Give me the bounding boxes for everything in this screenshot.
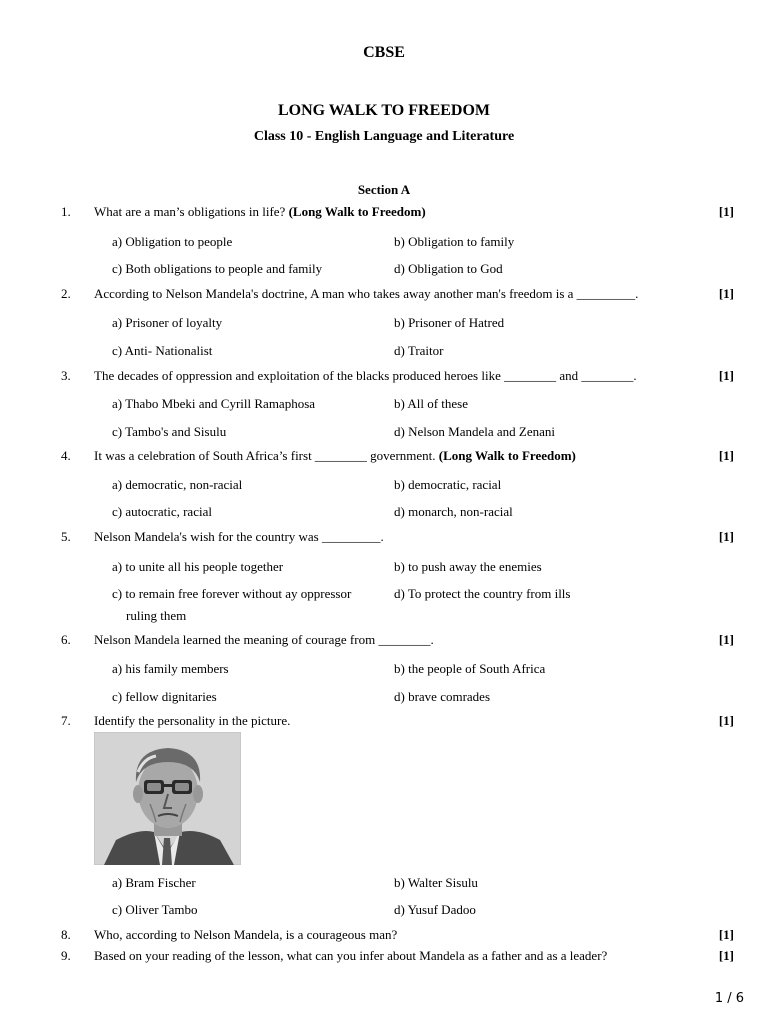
question-text: Identify the personality in the picture. bbox=[94, 713, 291, 728]
board-name: CBSE bbox=[363, 44, 405, 61]
option-a: a) Thabo Mbeki and Cyrill Ramaphosa bbox=[112, 396, 316, 411]
option-a: a) Obligation to people bbox=[112, 234, 233, 249]
option-a: a) democratic, non-racial bbox=[112, 477, 243, 492]
question-number: 7. bbox=[61, 713, 71, 728]
question-marks: [1] bbox=[718, 286, 734, 301]
page-subtitle: Class 10 - English Language and Literature bbox=[253, 129, 515, 144]
question-number: 8. bbox=[61, 927, 71, 942]
option-a: a) to unite all his people together bbox=[112, 559, 284, 574]
option-b: b) to push away the enemies bbox=[394, 559, 542, 574]
option-d: d) Yusuf Dadoo bbox=[394, 902, 476, 917]
question-marks: [1] bbox=[718, 632, 734, 647]
option-d: d) Traitor bbox=[394, 343, 444, 358]
option-b: b) All of these bbox=[394, 396, 469, 411]
question-marks: [1] bbox=[718, 713, 734, 728]
question-source: (Long Walk to Freedom) bbox=[288, 204, 426, 219]
option-c: c) fellow dignitaries bbox=[112, 689, 217, 704]
page-number: 1 / 6 bbox=[714, 991, 744, 1006]
option-a: a) Prisoner of loyalty bbox=[112, 315, 223, 330]
question-number: 5. bbox=[61, 529, 71, 544]
option-c: c) Tambo's and Sisulu bbox=[112, 424, 227, 439]
question-number: 3. bbox=[61, 368, 71, 383]
question-text: What are a man’s obligations in life? (Long Walk to Freedom) bbox=[94, 204, 426, 219]
option-c-continuation: ruling them bbox=[126, 608, 187, 623]
option-c: c) autocratic, racial bbox=[112, 504, 212, 519]
question-marks: [1] bbox=[718, 529, 734, 544]
portrait-photo bbox=[94, 732, 241, 865]
question-text: Based on your reading of the lesson, what can you infer about Mandela as a father and as a leader? bbox=[94, 948, 608, 963]
question-number: 9. bbox=[61, 948, 71, 963]
option-d: d) monarch, non-racial bbox=[394, 504, 513, 519]
option-b: b) democratic, racial bbox=[394, 477, 502, 492]
question-text: The decades of oppression and exploitation of the blacks produced heroes like ________ and ________. bbox=[94, 368, 637, 383]
question-source: (Long Walk to Freedom) bbox=[438, 448, 576, 463]
option-b: b) Prisoner of Hatred bbox=[394, 315, 505, 330]
option-b: b) Walter Sisulu bbox=[394, 875, 478, 890]
question-marks: [1] bbox=[718, 448, 734, 463]
page-title: LONG WALK TO FREEDOM bbox=[277, 102, 491, 119]
option-d: d) Nelson Mandela and Zenani bbox=[394, 424, 556, 439]
question-marks: [1] bbox=[718, 368, 734, 383]
option-a: a) Bram Fischer bbox=[112, 875, 196, 890]
question-text: According to Nelson Mandela's doctrine, A man who takes away another man's freedom is a _________. bbox=[94, 286, 639, 301]
question-number: 6. bbox=[61, 632, 71, 647]
question-number: 2. bbox=[61, 286, 71, 301]
question-marks: [1] bbox=[718, 927, 734, 942]
option-b: b) Obligation to family bbox=[394, 234, 515, 249]
option-d: d) To protect the country from ills bbox=[394, 586, 571, 601]
question-text: Nelson Mandela's wish for the country was _________. bbox=[94, 529, 384, 544]
option-c: c) Anti- Nationalist bbox=[112, 343, 213, 358]
option-c: c) Both obligations to people and family bbox=[112, 261, 323, 276]
section-heading: Section A bbox=[357, 182, 411, 197]
question-number: 1. bbox=[61, 204, 71, 219]
question-marks: [1] bbox=[718, 948, 734, 963]
question-marks: [1] bbox=[718, 204, 734, 219]
option-a: a) his family members bbox=[112, 661, 229, 676]
question-text: Who, according to Nelson Mandela, is a courageous man? bbox=[94, 927, 398, 942]
option-d: d) Obligation to God bbox=[394, 261, 503, 276]
option-c: c) Oliver Tambo bbox=[112, 902, 198, 917]
option-c: c) to remain free forever without ay oppressor bbox=[112, 586, 352, 601]
option-d: d) brave comrades bbox=[394, 689, 491, 704]
question-text: Nelson Mandela learned the meaning of courage from ________. bbox=[94, 632, 434, 647]
option-b: b) the people of South Africa bbox=[394, 661, 546, 676]
question-text: It was a celebration of South Africa’s first ________ government. (Long Walk to Freedom) bbox=[94, 448, 576, 463]
question-number: 4. bbox=[61, 448, 71, 463]
